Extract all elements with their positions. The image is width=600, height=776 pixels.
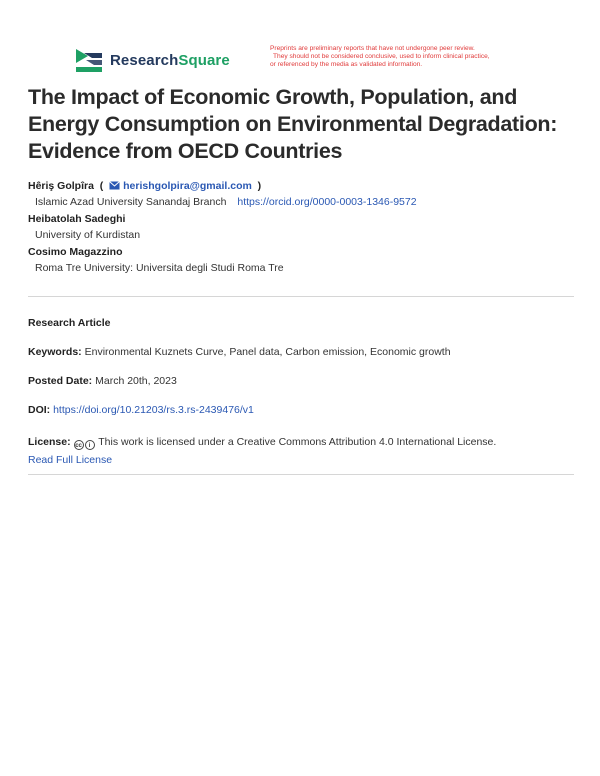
research-square-logo-icon bbox=[74, 47, 104, 73]
preprint-disclaimer bbox=[270, 45, 570, 69]
disclaimer-line: They should not be considered conclusive, used to inform clinical practice, bbox=[273, 53, 490, 60]
posted-date-value: March 20th, 2023 bbox=[95, 375, 177, 387]
disclaimer-line: or referenced by the media as validated information. bbox=[270, 61, 423, 68]
header bbox=[0, 0, 600, 80]
author-1: Hêriş Golpîra ( herishgolpira@gmail.com ) bbox=[28, 180, 262, 192]
keywords-label: Keywords: bbox=[28, 346, 82, 358]
author-email-link[interactable]: herishgolpira@gmail.com bbox=[123, 180, 252, 192]
logo-wordmark: ResearchSquare bbox=[110, 51, 230, 69]
creative-commons-icon: cc bbox=[74, 440, 84, 450]
author-affiliation: Roma Tre University: Universita degli Studi Roma Tre bbox=[35, 262, 284, 274]
doi bbox=[28, 404, 254, 416]
author-3: Cosimo Magazzino bbox=[28, 246, 123, 258]
article-type: Research Article bbox=[28, 317, 111, 329]
divider bbox=[28, 474, 574, 475]
research-square-logo[interactable] bbox=[74, 47, 230, 73]
author-list bbox=[28, 178, 576, 277]
license-text: This work is licensed under a Creative Commons Attribution 4.0 International License. bbox=[98, 436, 497, 448]
orcid-link[interactable]: https://orcid.org/0000-0003-1346-9572 bbox=[237, 196, 417, 208]
keywords bbox=[28, 346, 451, 358]
author-2: Heibatolah Sadeghi bbox=[28, 213, 126, 225]
posted-date bbox=[28, 375, 177, 387]
author-affiliation: University of Kurdistan bbox=[35, 229, 141, 241]
author-affiliation: Islamic Azad University Sanandaj Branch https://orcid.org/0000-0003-1346-9572 bbox=[35, 196, 417, 208]
doi-label: DOI: bbox=[28, 404, 51, 416]
mail-icon bbox=[109, 181, 120, 190]
divider bbox=[28, 296, 574, 297]
paper-title: The Impact of Economic Growth, Population, and Energy Consumption on Environmental Degradation: Evidence from OECD Countries bbox=[28, 85, 558, 163]
posted-date-label: Posted Date: bbox=[28, 375, 93, 387]
license-label: License: bbox=[28, 436, 71, 448]
author-name: Hêriş Golpîra bbox=[28, 180, 94, 192]
attribution-icon: i bbox=[85, 440, 95, 450]
doi-link[interactable]: https://doi.org/10.21203/rs.3.rs-2439476/v1 bbox=[53, 404, 254, 416]
read-full-license-link[interactable]: Read Full License bbox=[28, 454, 113, 466]
keywords-value: Environmental Kuznets Curve, Panel data, Carbon emission, Economic growth bbox=[84, 346, 451, 358]
disclaimer-line: Preprints are preliminary reports that have not undergone peer review. bbox=[270, 45, 475, 52]
license bbox=[28, 433, 496, 469]
